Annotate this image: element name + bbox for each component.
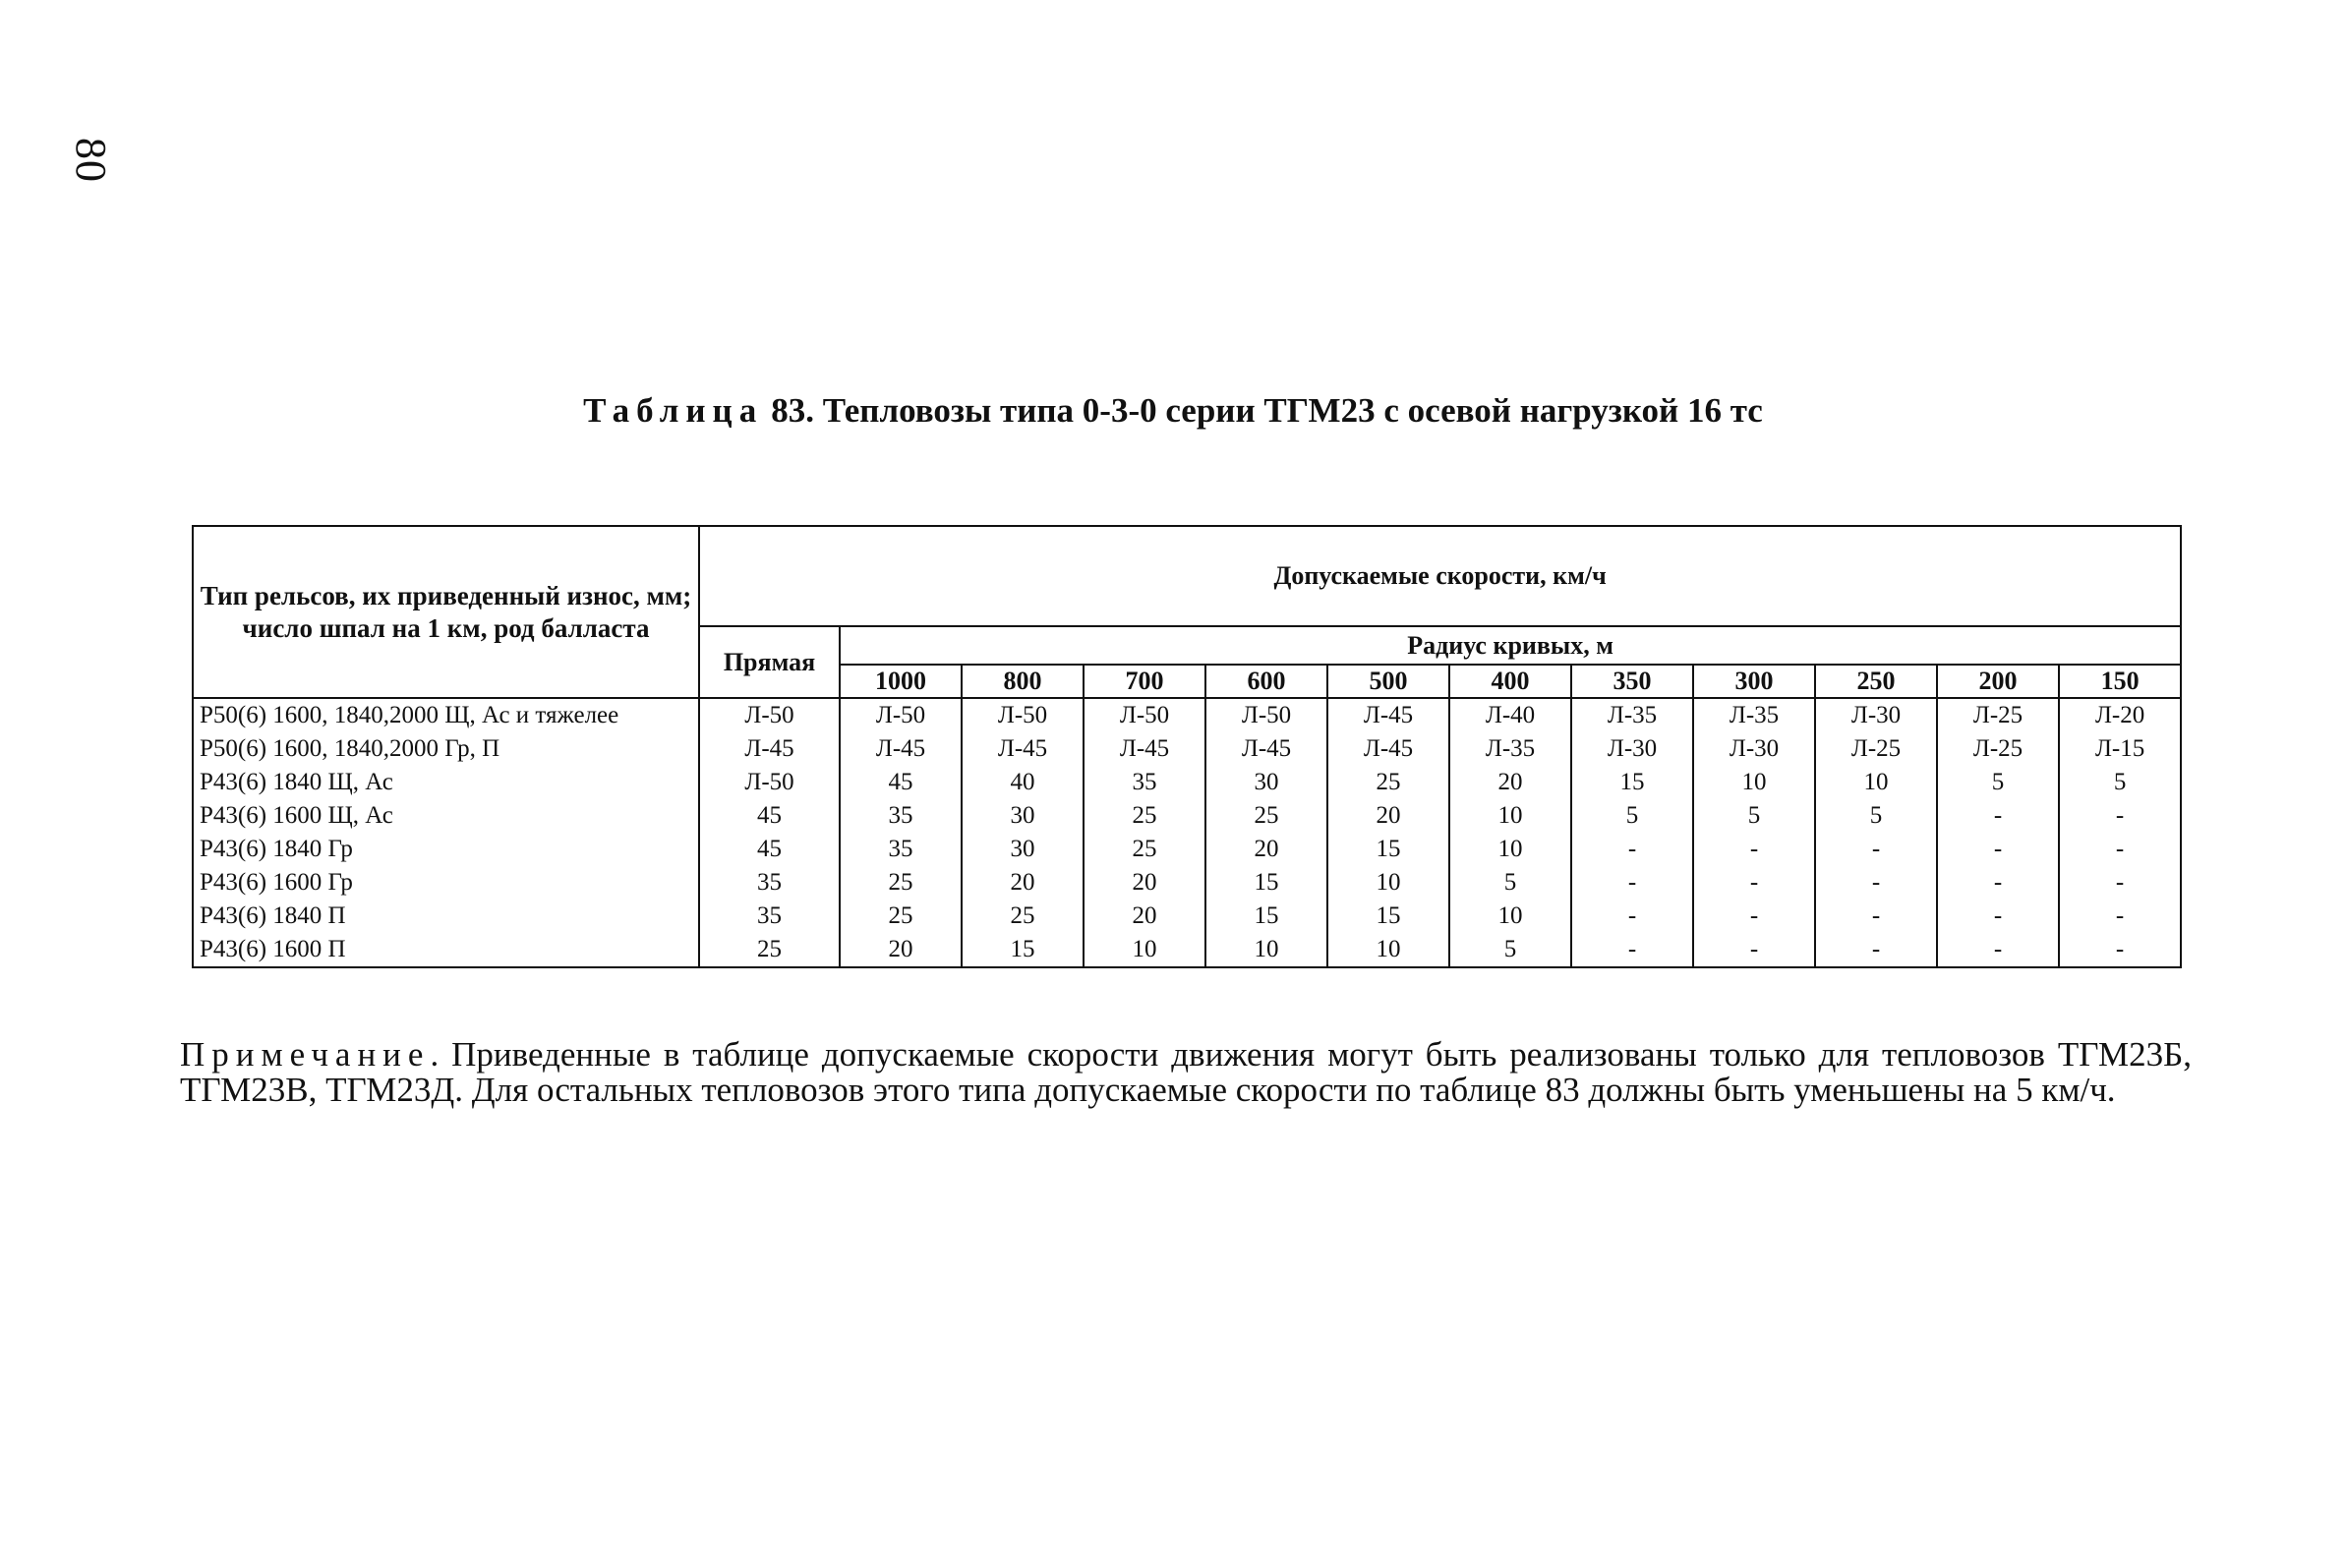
speed-cell: - bbox=[2059, 799, 2181, 833]
straight-speed-cell: Л-45 bbox=[699, 732, 840, 766]
allowed-speeds-header: Допускаемые скорости, км/ч bbox=[699, 526, 2181, 626]
rail-type-cell: Р43(6) 1840 Гр bbox=[193, 833, 699, 866]
rail-type-cell: Р50(6) 1600, 1840,2000 Гр, П bbox=[193, 732, 699, 766]
speed-cell: Л-45 bbox=[1327, 698, 1449, 732]
speed-cell: 20 bbox=[1327, 799, 1449, 833]
radius-cell: 200 bbox=[1937, 665, 2059, 698]
straight-speed-cell: 35 bbox=[699, 866, 840, 900]
speed-cell: 15 bbox=[1205, 866, 1327, 900]
radius-cell: 800 bbox=[962, 665, 1084, 698]
table-title-prefix: Таблица bbox=[583, 391, 764, 430]
speed-cell: - bbox=[1571, 933, 1693, 967]
rail-type-cell: Р43(6) 1600 Щ, Ас bbox=[193, 799, 699, 833]
rail-type-header: Тип рельсов, их приведенный износ, мм; число шпал на 1 км, род балласта bbox=[193, 526, 699, 698]
radius-cell: 500 bbox=[1327, 665, 1449, 698]
speed-cell: Л-50 bbox=[1084, 698, 1205, 732]
speed-cell: - bbox=[1815, 866, 1937, 900]
note-lead: Примечание bbox=[180, 1035, 431, 1074]
table-row bbox=[193, 698, 2181, 732]
speed-cell: - bbox=[1571, 833, 1693, 866]
speed-cell: Л-35 bbox=[1693, 698, 1815, 732]
speed-cell: 10 bbox=[1449, 900, 1571, 933]
speed-cell: - bbox=[1937, 933, 2059, 967]
note-text: . Приведенные в таблице допускаемые скорости движения могут быть реализованы только для тепловозов ТГМ23Б, ТГМ23В, ТГМ23Д. Для остальных тепловозов этого типа допускаемые скорости по таблице 83 должны быть уменьшены на 5 км/ч. bbox=[180, 1035, 2192, 1109]
speed-cell: 10 bbox=[1449, 833, 1571, 866]
speed-cell: 40 bbox=[962, 766, 1084, 799]
speed-cell: - bbox=[2059, 900, 2181, 933]
table-title bbox=[0, 391, 2346, 431]
table-header bbox=[193, 526, 2181, 698]
table-note bbox=[180, 1037, 2192, 1108]
speed-cell: Л-40 bbox=[1449, 698, 1571, 732]
speed-cell: 35 bbox=[1084, 766, 1205, 799]
speed-cell: - bbox=[1937, 900, 2059, 933]
rail-type-cell: Р43(6) 1840 П bbox=[193, 900, 699, 933]
speed-cell: - bbox=[2059, 933, 2181, 967]
speed-cell: Л-20 bbox=[2059, 698, 2181, 732]
speed-cell: 10 bbox=[1327, 933, 1449, 967]
speed-cell: 30 bbox=[1205, 766, 1327, 799]
rail-type-cell: Р43(6) 1840 Щ, Ас bbox=[193, 766, 699, 799]
speed-cell: 15 bbox=[1571, 766, 1693, 799]
speed-cell: - bbox=[1693, 933, 1815, 967]
speed-cell: Л-35 bbox=[1571, 698, 1693, 732]
speed-cell: - bbox=[1815, 900, 1937, 933]
speed-cell: Л-25 bbox=[1937, 698, 2059, 732]
speed-cell: Л-35 bbox=[1449, 732, 1571, 766]
straight-track-header: Прямая bbox=[699, 626, 840, 698]
speed-cell: 15 bbox=[962, 933, 1084, 967]
speed-cell: - bbox=[1815, 933, 1937, 967]
speed-cell: 25 bbox=[962, 900, 1084, 933]
radius-cell: 600 bbox=[1205, 665, 1327, 698]
speed-cell: Л-50 bbox=[840, 698, 962, 732]
speed-cell: - bbox=[1693, 833, 1815, 866]
speed-cell: 10 bbox=[1084, 933, 1205, 967]
straight-speed-cell: 35 bbox=[699, 900, 840, 933]
speed-cell: Л-50 bbox=[962, 698, 1084, 732]
speed-cell: 15 bbox=[1205, 900, 1327, 933]
speed-cell: 5 bbox=[1449, 933, 1571, 967]
radius-cell: 350 bbox=[1571, 665, 1693, 698]
table-row bbox=[193, 833, 2181, 866]
speed-cell: Л-25 bbox=[1815, 732, 1937, 766]
speed-cell: Л-45 bbox=[1084, 732, 1205, 766]
table-body bbox=[193, 698, 2181, 967]
speed-cell: 5 bbox=[2059, 766, 2181, 799]
speed-cell: Л-30 bbox=[1571, 732, 1693, 766]
speed-cell: - bbox=[2059, 866, 2181, 900]
speed-cell: 10 bbox=[1205, 933, 1327, 967]
speed-cell: - bbox=[1693, 900, 1815, 933]
speed-cell: - bbox=[1937, 799, 2059, 833]
radius-cell: 250 bbox=[1815, 665, 1937, 698]
speed-cell: - bbox=[1937, 833, 2059, 866]
speed-cell: - bbox=[1693, 866, 1815, 900]
speed-cell: - bbox=[1571, 866, 1693, 900]
curve-radius-header: Радиус кривых, м bbox=[840, 626, 2181, 665]
table-row bbox=[193, 766, 2181, 799]
speed-cell: 10 bbox=[1327, 866, 1449, 900]
speed-table bbox=[192, 525, 2182, 968]
speed-cell: Л-45 bbox=[840, 732, 962, 766]
speed-cell: Л-45 bbox=[1327, 732, 1449, 766]
speed-cell: 5 bbox=[1449, 866, 1571, 900]
speed-cell: 20 bbox=[1084, 900, 1205, 933]
speed-cell: 30 bbox=[962, 833, 1084, 866]
speed-cell: 5 bbox=[1571, 799, 1693, 833]
speed-cell: 10 bbox=[1693, 766, 1815, 799]
speed-cell: 35 bbox=[840, 799, 962, 833]
speed-cell: - bbox=[2059, 833, 2181, 866]
table-row bbox=[193, 799, 2181, 833]
speed-cell: 15 bbox=[1327, 833, 1449, 866]
speed-cell: 15 bbox=[1327, 900, 1449, 933]
speed-cell: 25 bbox=[1084, 799, 1205, 833]
page-number: 80 bbox=[67, 138, 115, 183]
table-row bbox=[193, 900, 2181, 933]
speed-cell: 20 bbox=[1205, 833, 1327, 866]
radius-cell: 400 bbox=[1449, 665, 1571, 698]
straight-speed-cell: 25 bbox=[699, 933, 840, 967]
speed-cell: Л-30 bbox=[1815, 698, 1937, 732]
speed-cell: 10 bbox=[1815, 766, 1937, 799]
speed-table-wrapper bbox=[192, 525, 2180, 968]
rail-type-cell: Р43(6) 1600 Гр bbox=[193, 866, 699, 900]
table-row bbox=[193, 866, 2181, 900]
speed-cell: - bbox=[1815, 833, 1937, 866]
speed-cell: 25 bbox=[1205, 799, 1327, 833]
speed-cell: 20 bbox=[1449, 766, 1571, 799]
speed-cell: Л-30 bbox=[1693, 732, 1815, 766]
speed-cell: 20 bbox=[962, 866, 1084, 900]
table-row bbox=[193, 933, 2181, 967]
speed-cell: Л-45 bbox=[1205, 732, 1327, 766]
speed-cell: 5 bbox=[1937, 766, 2059, 799]
speed-cell: - bbox=[1571, 900, 1693, 933]
table-row bbox=[193, 732, 2181, 766]
speed-cell: 25 bbox=[1327, 766, 1449, 799]
speed-cell: 5 bbox=[1693, 799, 1815, 833]
speed-cell: Л-25 bbox=[1937, 732, 2059, 766]
radius-cell: 1000 bbox=[840, 665, 962, 698]
straight-speed-cell: 45 bbox=[699, 799, 840, 833]
speed-cell: Л-50 bbox=[1205, 698, 1327, 732]
speed-cell: Л-15 bbox=[2059, 732, 2181, 766]
straight-speed-cell: Л-50 bbox=[699, 698, 840, 732]
speed-cell: 35 bbox=[840, 833, 962, 866]
straight-speed-cell: 45 bbox=[699, 833, 840, 866]
speed-cell: 30 bbox=[962, 799, 1084, 833]
speed-cell: 25 bbox=[840, 900, 962, 933]
rail-type-cell: Р43(6) 1600 П bbox=[193, 933, 699, 967]
table-title-text: 83. Тепловозы типа 0-3-0 серии ТГМ23 с осевой нагрузкой 16 тс bbox=[771, 391, 1763, 430]
speed-cell: 10 bbox=[1449, 799, 1571, 833]
speed-cell: - bbox=[1937, 866, 2059, 900]
straight-speed-cell: Л-50 bbox=[699, 766, 840, 799]
speed-cell: Л-45 bbox=[962, 732, 1084, 766]
speed-cell: 5 bbox=[1815, 799, 1937, 833]
rail-type-cell: Р50(6) 1600, 1840,2000 Щ, Ас и тяжелее bbox=[193, 698, 699, 732]
radius-cell: 300 bbox=[1693, 665, 1815, 698]
speed-cell: 45 bbox=[840, 766, 962, 799]
speed-cell: 25 bbox=[840, 866, 962, 900]
radius-cell: 700 bbox=[1084, 665, 1205, 698]
speed-cell: 25 bbox=[1084, 833, 1205, 866]
radius-cell: 150 bbox=[2059, 665, 2181, 698]
speed-cell: 20 bbox=[840, 933, 962, 967]
speed-cell: 20 bbox=[1084, 866, 1205, 900]
